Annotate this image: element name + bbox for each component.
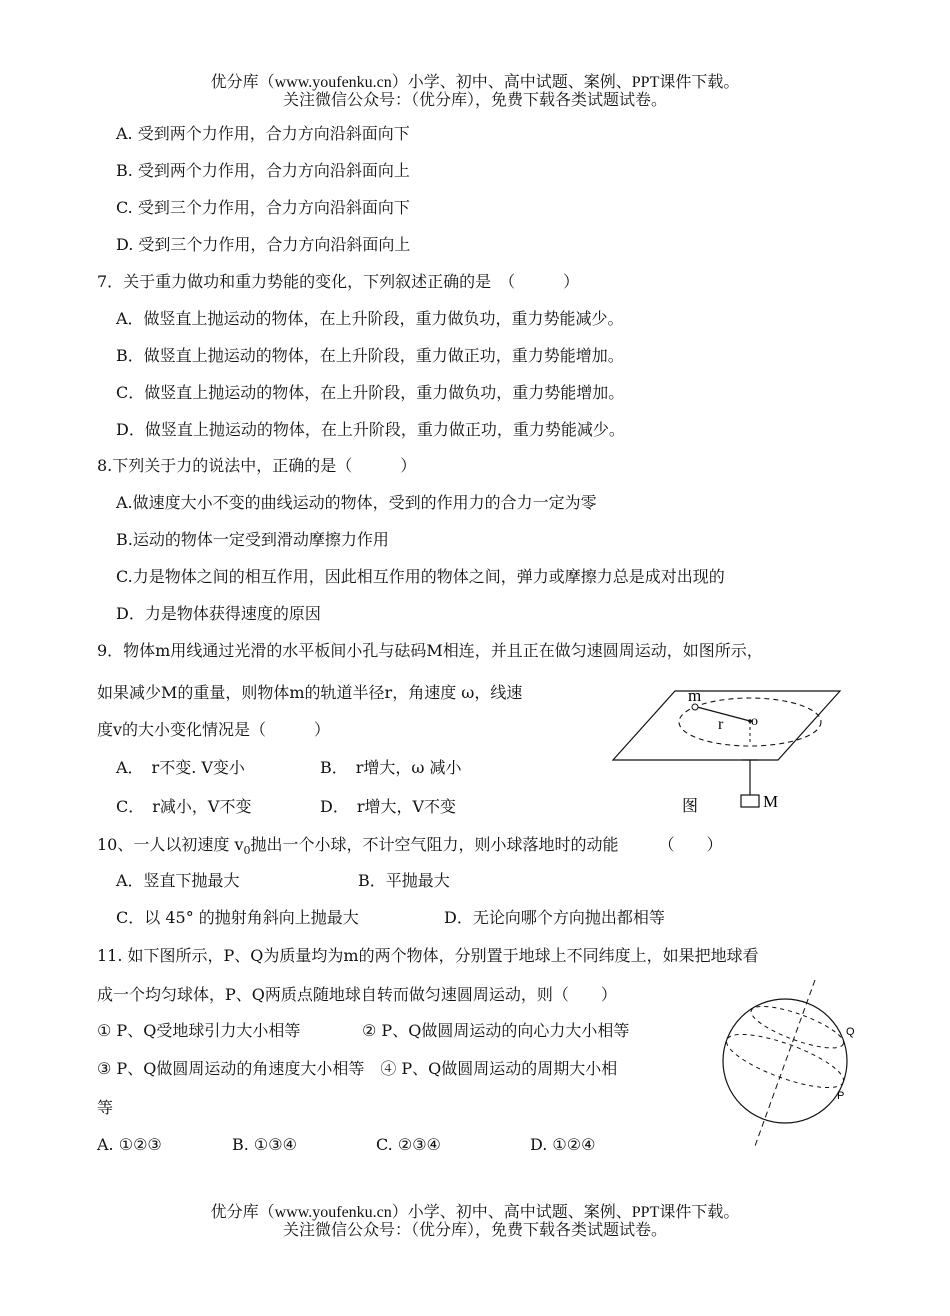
q11-statement-4-cont: 等 bbox=[97, 1098, 114, 1117]
q9-stem-3: 度v的大小变化情况是（ ） bbox=[97, 720, 331, 739]
q9-stem-1: 9．物体m用线通过光滑的水平板间小孔与砝码M相连，并且正在做匀速圆周运动，如图所示， bbox=[97, 641, 763, 660]
radius-line bbox=[697, 707, 750, 721]
q11-statement-2: ② P、Q做圆周运动的向心力大小相等 bbox=[362, 1021, 630, 1040]
q10-stem-start: 10、一人以初速度 v bbox=[97, 835, 244, 854]
q11-stem-1: 11. 如下图所示，P、Q为质量均为m的两个物体，分别置于地球上不同纬度上，如果把地球看 bbox=[97, 946, 759, 965]
q11-choice-b: B. ①③④ bbox=[232, 1135, 297, 1154]
q6-option-b: B. 受到两个力作用，合力方向沿斜面向上 bbox=[116, 161, 410, 180]
q8-option-a: A.做速度大小不变的曲线运动的物体，受到的作用力的合力一定为零 bbox=[116, 493, 597, 512]
label-m: m bbox=[688, 686, 702, 705]
q8-option-d: D．力是物体获得速度的原因 bbox=[116, 604, 321, 623]
q6-option-d: D. 受到三个力作用，合力方向沿斜面向上 bbox=[116, 235, 411, 254]
q11-earth-figure bbox=[715, 978, 860, 1150]
footer-line-2: 关注微信公众号：（优分库），免费下载各类试题试卷。 bbox=[282, 1222, 667, 1239]
rotation-axis bbox=[755, 980, 815, 1146]
q8-stem: 8.下列关于力的说法中，正确的是（ ） bbox=[97, 456, 417, 475]
figure-caption: 图 bbox=[682, 796, 699, 815]
header-line-1: 优分库（www.youfenku.cn）小学、初中、高中试题、案例、PPT课件下载。 bbox=[210, 74, 740, 91]
q9-option-c: C． r减小，V不变 bbox=[116, 797, 252, 816]
label-o: o bbox=[751, 714, 758, 729]
q9-option-b: B． r增大，ω 减小 bbox=[320, 758, 462, 777]
footer-line-1: 优分库（www.youfenku.cn）小学、初中、高中试题、案例、PPT课件下载。 bbox=[210, 1204, 740, 1221]
q10-option-c: C．以 45° 的抛射角斜向上抛最大 bbox=[116, 908, 359, 927]
q7-option-d: D．做竖直上抛运动的物体，在上升阶段，重力做正功，重力势能减少。 bbox=[116, 420, 625, 439]
q9-option-a: A． r不变. V变小 bbox=[116, 758, 245, 777]
q10-option-a: A．竖直下抛最大 bbox=[116, 871, 240, 890]
q10-stem-end: 抛出一个小球，不计空气阻力，则小球落地时的动能 （ ） bbox=[250, 835, 723, 854]
q7-option-a: A．做竖直上抛运动的物体，在上升阶段，重力做负功，重力势能减少。 bbox=[116, 309, 624, 328]
weight-M-box bbox=[741, 795, 759, 807]
q6-option-a: A. 受到两个力作用，合力方向沿斜面向下 bbox=[116, 124, 410, 143]
q11-statement-3-4: ③ P、Q做圆周运动的角速度大小相等 ④ P、Q做圆周运动的周期大小相 bbox=[97, 1059, 618, 1078]
q6-option-c: C. 受到三个力作用，合力方向沿斜面向下 bbox=[116, 198, 410, 217]
q9-option-d: D． r增大，V不变 bbox=[320, 797, 457, 816]
q10-stem bbox=[97, 835, 723, 861]
equator bbox=[721, 1024, 849, 1098]
q8-option-b: B.运动的物体一定受到滑动摩擦力作用 bbox=[116, 530, 389, 549]
q9-figure bbox=[610, 676, 860, 821]
q7-stem: 7．关于重力做功和重力势能的变化，下列叙述正确的是 （ ） bbox=[97, 272, 580, 291]
q11-stem-2: 成一个均匀球体，P、Q两质点随地球自转而做匀速圆周运动，则（ ） bbox=[97, 985, 617, 1004]
q8-option-c: C.力是物体之间的相互作用，因此相互作用的物体之间，弹力或摩擦力总是成对出现的 bbox=[116, 567, 725, 586]
label-p: P bbox=[837, 1090, 845, 1102]
label-r: r bbox=[718, 716, 724, 733]
q11-choice-d: D. ①②④ bbox=[530, 1135, 596, 1154]
q11-statement-1: ① P、Q受地球引力大小相等 bbox=[97, 1021, 301, 1040]
q7-option-b: B．做竖直上抛运动的物体，在上升阶段，重力做正功，重力势能增加。 bbox=[116, 346, 624, 365]
header-line-2: 关注微信公众号：（优分库），免费下载各类试题试卷。 bbox=[282, 92, 667, 109]
earth-outline bbox=[723, 999, 847, 1123]
q10-option-b: B．平抛最大 bbox=[358, 871, 450, 890]
q7-option-c: C．做竖直上抛运动的物体，在上升阶段，重力做负功，重力势能增加。 bbox=[116, 383, 625, 402]
q10-subscript: 0 bbox=[243, 844, 251, 858]
label-q: Q bbox=[846, 1026, 855, 1038]
horizontal-board bbox=[613, 691, 840, 760]
q11-choice-c: C. ②③④ bbox=[376, 1135, 441, 1154]
q11-choice-a: A. ①②③ bbox=[97, 1135, 162, 1154]
q9-stem-2: 如果减少M的重量，则物体m的轨道半径r，角速度 ω，线速 bbox=[97, 683, 523, 702]
q10-option-d: D．无论向哪个方向抛出都相等 bbox=[444, 908, 665, 927]
label-M: M bbox=[763, 792, 779, 811]
